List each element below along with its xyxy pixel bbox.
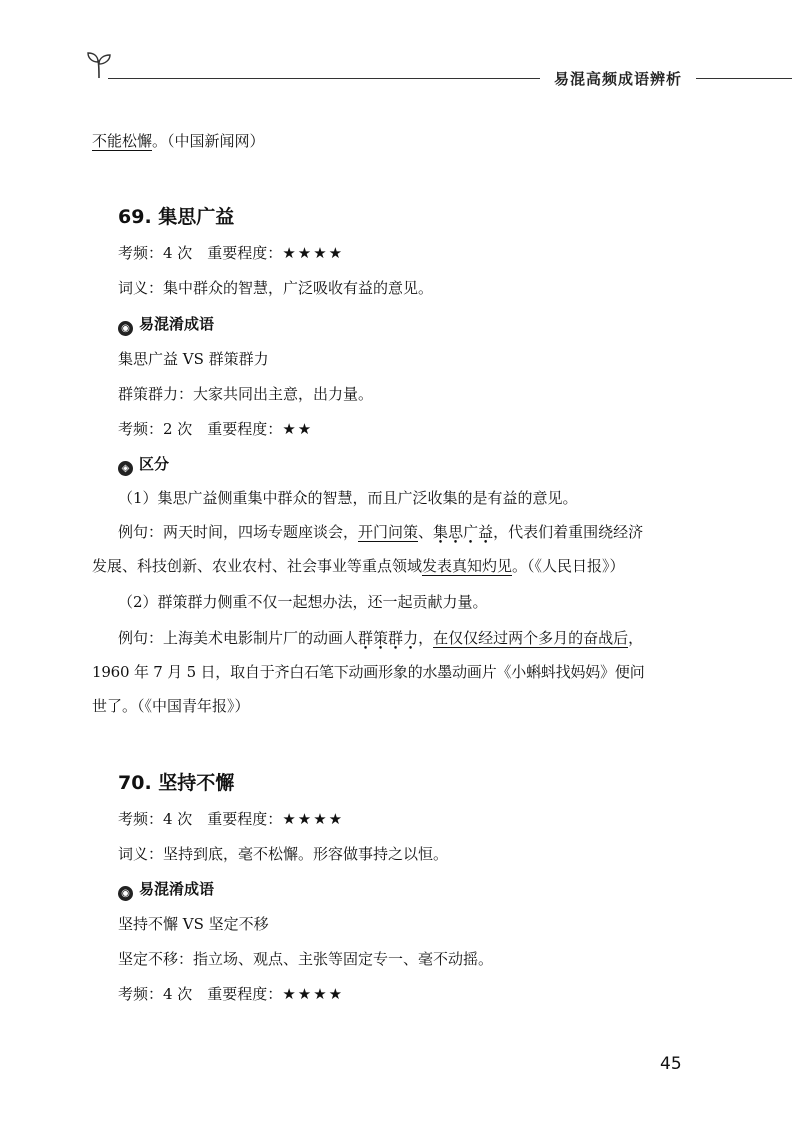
- emphasis-char: 群: [388, 629, 404, 647]
- underlined-phrase: 不能松懈: [92, 132, 153, 150]
- example-text: ，: [418, 629, 434, 647]
- page-number: 45: [660, 1054, 682, 1074]
- emphasis-char: 策: [373, 629, 389, 647]
- example-source: 。（《人民日报》）: [512, 557, 625, 575]
- sprout-icon: [86, 50, 112, 80]
- confusable-section-title: [118, 878, 214, 901]
- frequency-label: 考频：4 次 重要程度：: [118, 985, 283, 1003]
- other-meaning-line: 群策群力：大家共同出主意，出力量。: [118, 385, 374, 403]
- example-text: 例句：上海美术电影制片厂的动画人: [118, 629, 359, 647]
- frequency-label: 考频：2 次 重要程度：: [118, 420, 283, 438]
- underlined-phrase: 开门问策: [358, 523, 419, 541]
- emphasis-char: 益: [478, 523, 494, 541]
- frequency-label: 考频：4 次 重要程度：: [118, 810, 283, 828]
- intro-line: [92, 130, 712, 152]
- underlined-phrase: 发表真知灼见: [422, 557, 513, 575]
- emphasis-char: 群: [358, 629, 374, 647]
- example-1-line-2: [92, 555, 712, 577]
- difference-title-text: 区分: [139, 455, 170, 473]
- emphasis-char: 广: [463, 523, 479, 541]
- importance-stars: ★★★★: [282, 985, 345, 1003]
- header-rule-right: [696, 78, 792, 79]
- importance-stars: ★★★★: [282, 244, 345, 262]
- importance-stars: ★★★★: [282, 810, 345, 828]
- emphasis-char: 集: [433, 523, 449, 541]
- frequency-line: [118, 808, 738, 830]
- confusable-title-text: 易混淆成语: [139, 315, 215, 333]
- compare-line: 集思广益 VS 群策群力: [118, 350, 269, 368]
- example-1-line-1: [118, 521, 738, 543]
- example-text: 、: [418, 523, 434, 541]
- entry-heading: 70. 坚持不懈: [118, 772, 235, 794]
- entry-heading: 69. 集思广益: [118, 206, 235, 228]
- emphasis-char: 力: [403, 629, 419, 647]
- difference-point-2: （2）群策群力侧重不仅一起想办法，还一起贡献力量。: [118, 593, 488, 611]
- meaning-line: 词义：坚持到底，毫不松懈。形容做事持之以恒。: [118, 845, 449, 863]
- header-title: 易混高频成语辨析: [554, 70, 683, 88]
- intro-source: 。（中国新闻网）: [152, 132, 265, 150]
- section-badge-icon: ◉: [118, 886, 133, 901]
- example-2-line-1: [118, 627, 738, 649]
- example-2-line-3: 世了。（《中国青年报》）: [92, 697, 250, 715]
- underlined-phrase: 在仅仅经过两个多月的奋战后: [433, 629, 629, 647]
- example-2-line-2: 1960 年 7 月 5 日，取自于齐白石笔下动画形象的水墨动画片《小蝌蚪找妈妈》便问: [92, 663, 645, 681]
- compare-line: 坚持不懈 VS 坚定不移: [118, 915, 269, 933]
- difference-section-title: [118, 453, 169, 476]
- example-text: ，: [628, 629, 644, 647]
- meaning-line: 词义：集中群众的智慧，广泛吸收有益的意见。: [118, 279, 434, 297]
- running-header: [0, 48, 800, 88]
- other-meaning-line: 坚定不移：指立场、观点、主张等固定专一、毫不动摇。: [118, 950, 494, 968]
- difference-point-1: （1）集思广益侧重集中群众的智慧，而且广泛收集的是有益的意见。: [118, 489, 578, 507]
- importance-stars: ★★: [282, 420, 314, 438]
- example-text: 例句：两天时间，四场专题座谈会，: [118, 523, 359, 541]
- frequency-line: [118, 418, 738, 440]
- emphasis-char: 思: [448, 523, 464, 541]
- frequency-line: [118, 242, 738, 264]
- example-text: 发展、科技创新、农业农村、社会事业等重点领域: [92, 557, 423, 575]
- confusable-section-title: [118, 313, 214, 336]
- example-text: ，代表们着重围绕经济: [493, 523, 644, 541]
- section-badge-icon: ◈: [118, 461, 133, 476]
- confusable-title-text: 易混淆成语: [139, 880, 215, 898]
- section-badge-icon: ◉: [118, 321, 133, 336]
- frequency-line: [118, 983, 738, 1005]
- header-rule-left: [108, 78, 540, 79]
- frequency-label: 考频：4 次 重要程度：: [118, 244, 283, 262]
